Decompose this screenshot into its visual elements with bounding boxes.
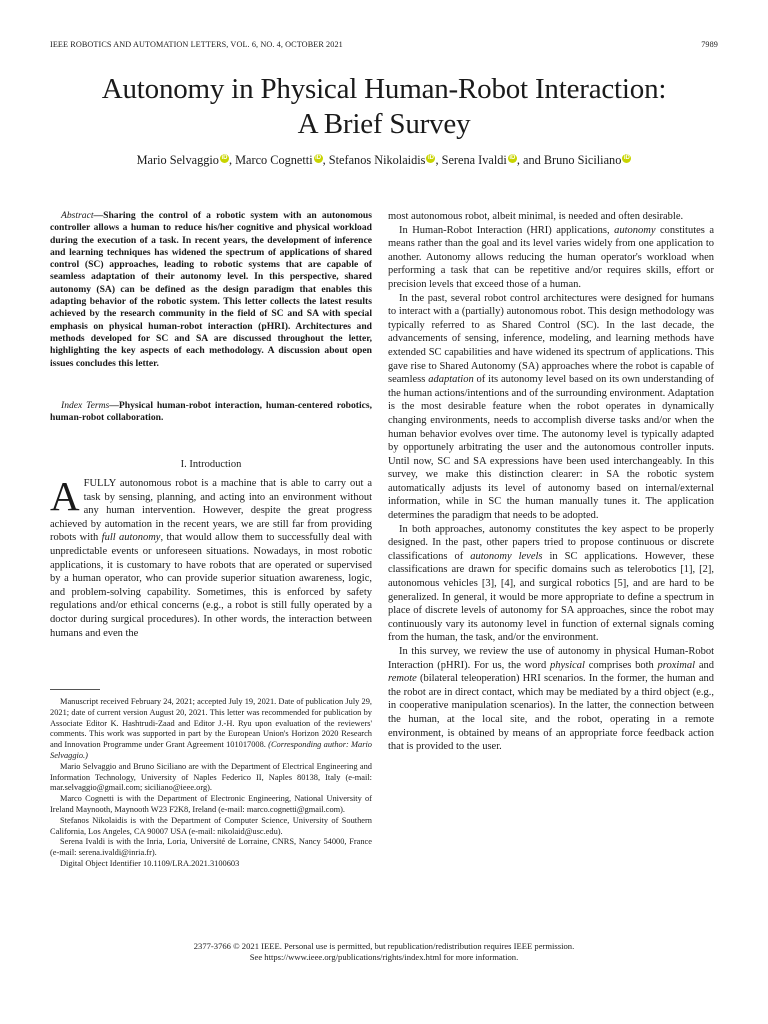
index-terms-text: —Physical human-robot interaction, human-centered robotics, human-robot collaboration. xyxy=(50,400,373,424)
orcid-icon[interactable]: iD xyxy=(623,154,630,161)
paragraph: In this survey, we review the use of autonomy in physical Human-Robot Interaction (pHRI). For us, the word physical comprises both proximal and remote (bilateral teleoperation) HRI scenarios. In the former, the human and the robot are in direct contact, which may be mediated by a third object (e.g., in cooperative manipulation scenarios). In the latter, the connection between the human, at the local site, and the robot, operating in a remote environment, is obtained by means of an appropriate force feedback action that is provided to the user. xyxy=(388,646,714,753)
title-line-1: Autonomy in Physical Human-Robot Interaction: xyxy=(101,73,667,105)
abstract xyxy=(50,210,372,370)
abstract-label: Abstract xyxy=(61,210,94,221)
author-name: Mario Selvaggio xyxy=(136,153,219,167)
orcid-icon[interactable]: iD xyxy=(315,154,322,161)
introduction-text xyxy=(50,473,372,640)
intro-text: FULLY autonomous robot is a machine that is able to carry out a task by sensing, planning, and acting into an environment without any human intervention. However, despite the great progress achieved by automation in the recent years, we are still far from providing robots with xyxy=(50,478,372,544)
page-number: 7989 xyxy=(701,40,718,49)
footnotes xyxy=(50,697,372,870)
journal-name: IEEE ROBOTICS AND AUTOMATION LETTERS, VOL. 6, NO. 4, OCTOBER 2021 xyxy=(50,40,343,49)
orcid-icon[interactable]: iD xyxy=(509,154,516,161)
section-heading: I. Introduction xyxy=(180,459,242,470)
orcid-icon[interactable]: iD xyxy=(427,154,434,161)
author-name: Stefanos Nikolaidis xyxy=(328,153,426,167)
author-name: and Bruno Siciliano xyxy=(522,153,622,167)
rights-link-line[interactable]: See https://www.ieee.org/publications/rights/index.html for more information. xyxy=(249,952,519,962)
paragraph: In Human-Robot Interaction (HRI) applications, autonomy constitutes a means rather than the goal and its level varies widely from one application to another. Autonomy allows reducing the human operator's workload when performing a task that can be repetitive and/or requires skills, effort or precision levels that exceed those of a human. xyxy=(388,224,714,290)
index-terms-label: Index Terms xyxy=(61,400,110,411)
orcid-icon[interactable]: iD xyxy=(221,154,228,161)
copyright-line: 2377-3766 © 2021 IEEE. Personal use is permitted, but republication/redistribution requires IEEE permission. xyxy=(193,941,575,951)
author-name: Marco Cognetti xyxy=(235,153,313,167)
doi: Digital Object Identifier 10.1109/LRA.2021.3100603 xyxy=(60,858,240,868)
intro-text: , that would allow them to successfully deal with unpredictable events or unforeseen situations. Nowadays, in most robotic applications, it is customary to have robots that are operated or supervised by a human operator, who can provide superior situation awareness, logic, and problem-solving capability. Sometimes, this is enforced by safety regulations and/or ethical concerns (e.g., a robot is still fully operated by a doctor during surgical procedures). In other words, the interaction between humans and even the xyxy=(50,532,372,639)
running-header xyxy=(50,40,718,49)
title-line-2: A Brief Survey xyxy=(297,108,471,140)
paragraph: In both approaches, autonomy constitutes the key aspect to be properly designed. In the past, other papers tried to propose continuous or discrete classifications of autonomy levels in SC applications. However, these classifications are drawn for specific domains such as telerobotics [1], [2], autonomous vehicles [3], [4], and surgical robotics [5], and are hard to be generalized. In general, it would be more appropriate to define a spectrum in place of discrete levels of autonomy for SA approaches, since the robot may continuously vary its autonomy level in function of external signals coming from the human, the task, and/or the environment. xyxy=(388,523,715,644)
footnote-emphasis: (Corresponding author: Mario Selvaggio.) xyxy=(50,740,372,760)
intro-emphasis: full autonomy xyxy=(101,532,161,544)
footnote: Serena Ivaldi is with the Inria, Loria, Université de Lorraine, CNRS, Nancy 54000, France (e-mail: serena.ivaldi@inria.fr). xyxy=(50,837,372,858)
copyright-footer xyxy=(0,941,768,963)
right-column-text xyxy=(388,210,714,754)
footnote-text: Manuscript received February 24, 2021; accepted July 19, 2021. Date of publication July 29, 2021; date of current version August 20, 2021. This letter was recommended for publication by Associate Editor K. Hashtrudi-Zaad and Editor J.-H. Ryu upon evaluation of the reviewers' comments. This work was supported in part by the European Union's Horizon 2020 Research and Innovation Programme under Grant Agreement 101017008. xyxy=(50,697,372,750)
paragraph: most autonomous robot, albeit minimal, is needed and often desirable. xyxy=(388,211,684,222)
index-terms xyxy=(50,400,372,425)
paper-title xyxy=(0,72,768,142)
abstract-text: —Sharing the control of a robotic system with an autonomous controller allows a human to reduce his/her cognitive and physical workload during the execution of a task. In recent years, the development of inference and learning techniques has widened the spectrum of applications of shared control (SC) approaches, leading to robotic systems that are capable of seamless adaptation of their autonomy level. In this perspective, shared autonomy (SA) can be defined as the design paradigm that enables this adapting behavior of the robotic system. This letter collects the latest results achieved by the research community in the field of SC and SA with special emphasis on physical human-robot interaction (pHRI). Architectures and methods developed for SC and SA are discussed throughout the letter, highlighting the key aspects of each methodology. A discussion about open issues concludes this letter. xyxy=(50,210,372,369)
author-list: Mario Selvaggio iD , Marco Cognetti iD , Stefanos Nikolaidis iD , Serena Ivaldi iD , and Bruno Siciliano iD xyxy=(136,153,630,167)
author-name: Serena Ivaldi xyxy=(441,153,507,167)
footnote: Stefanos Nikolaidis is with the Department of Computer Science, University of Southern California, Los Angeles, CA 90007 USA (e-mail: nikolaid@usc.edu). xyxy=(50,815,372,836)
footnote: Marco Cognetti is with the Department of Electronic Engineering, National University of Ireland Maynooth, Maynooth W23 F2K8, Ireland (e-mail: marco.cognetti@gmail.com). xyxy=(50,794,372,814)
footnote xyxy=(50,697,372,762)
paragraph: In the past, several robot control architectures were designed for humans to interact with a (partially) autonomous robot. This design methodology was typically referred to as Shared Control (SC). In the last decade, the advancements of sensing, inference, modeling, and learning methods have extended SC capabilities and have widened its spectrum of applications. This gave rise to Shared Autonomy (SA) approaches where the robot is capable of seamless adaptation of its autonomy level based on its own understanding of the human actions/intentions and of the surrounding environment. Adaptation is the most desirable feature when the robot operates in dynamically changing environments, needs to accomplish diverse tasks and/or when the human behavior evolves over time. The autonomy level is typically adapted by opportunely arbitrating the user and the autonomous controller inputs. Until now, SC and SA expressions have been used interchangeably. In this survey, we make this distinction clearer: in SA the robotic system automatically adjusts its level of autonomy based on internal/external information, while in SC the human manually tunes it. The application determines the paradigm that needs to be adopted. xyxy=(388,292,714,522)
drop-cap: A xyxy=(50,473,80,519)
footnote: Mario Selvaggio and Bruno Siciliano are with the Department of Electrical Engineering and Information Technology, University of Naples Federico II, Naples 80138, Italy (e-mail: mar.selvaggio@gmail.com; siciliano@ieee.org). xyxy=(50,761,372,793)
footnote-divider xyxy=(50,689,100,690)
